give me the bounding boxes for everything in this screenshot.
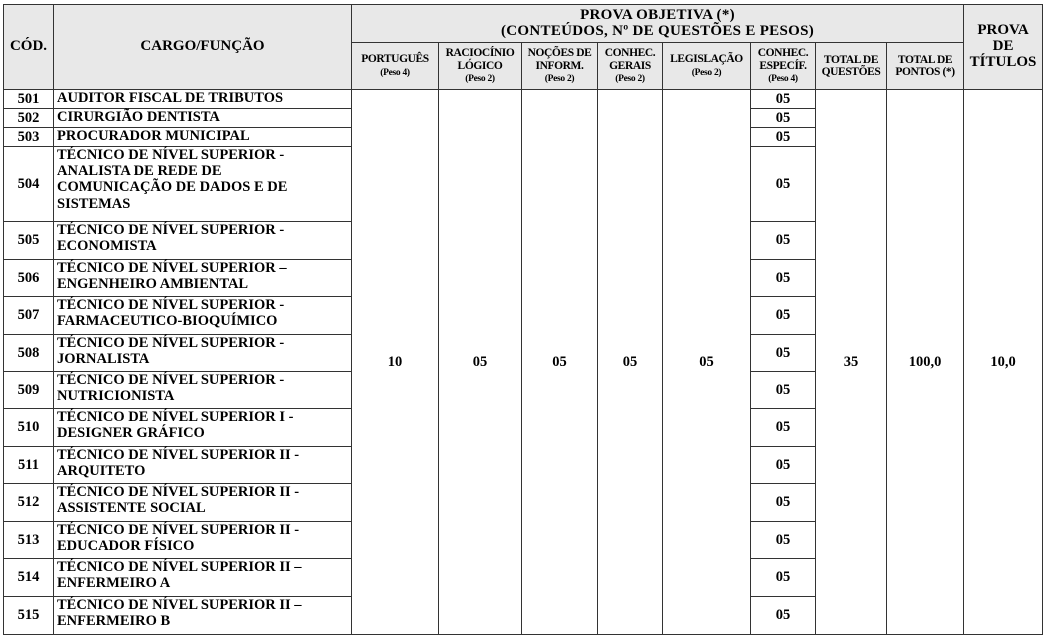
prova-titulos-value: 10,0 [964, 90, 1043, 635]
conhec-especificos-value: 05 [751, 335, 816, 372]
header-legislacao [663, 43, 751, 90]
header-conhec-gerais-peso: (Peso 2) [615, 73, 645, 84]
nocoes-informatica-value: 05 [522, 90, 598, 635]
header-nocoes-informatica-label: NOÇÕES DE INFORM. [527, 47, 592, 72]
conhec-especificos-value: 05 [751, 260, 816, 297]
header-conhec-especificos [751, 43, 816, 90]
header-conhec-especificos-label: CONHEC. ESPECÍF. [757, 47, 809, 72]
header-legislacao-label: LEGISLAÇÃO [670, 53, 743, 66]
header-prova-objetiva-line2: (CONTEÚDOS, Nº DE QUESTÕES E PESOS) [501, 22, 815, 39]
cargo-cell: TÉCNICO DE NÍVEL SUPERIOR II - ARQUITETO [54, 447, 352, 484]
conhec-especificos-value: 05 [751, 409, 816, 447]
cargo-cell: AUDITOR FISCAL DE TRIBUTOS [54, 90, 352, 109]
table-row [4, 90, 1043, 109]
table-body [4, 90, 1043, 635]
conhec-especificos-value: 05 [751, 147, 816, 222]
header-raciocinio-logico-label: RACIOCÍNIO LÓGICO [445, 47, 515, 72]
cargo-cell: TÉCNICO DE NÍVEL SUPERIOR II - EDUCADOR FÍSICO [54, 522, 352, 559]
cod-cell: 513 [4, 522, 54, 559]
header-prova-objetiva-line1: PROVA OBJETIVA (*) [580, 6, 735, 23]
conhec-especificos-value: 05 [751, 372, 816, 409]
cod-cell: 509 [4, 372, 54, 409]
header-total-questoes [816, 43, 887, 90]
cargo-cell: TÉCNICO DE NÍVEL SUPERIOR - JORNALISTA [54, 335, 352, 372]
conhec-especificos-value: 05 [751, 297, 816, 335]
header-prova-objetiva [352, 5, 964, 43]
cargo-cell: TÉCNICO DE NÍVEL SUPERIOR – ENGENHEIRO AMBIENTAL [54, 260, 352, 297]
cod-cell: 506 [4, 260, 54, 297]
total-questoes-value: 35 [816, 90, 887, 635]
header-legislacao-peso: (Peso 2) [691, 67, 722, 78]
cod-cell: 512 [4, 484, 54, 522]
header-raciocinio-logico [439, 43, 522, 90]
header-nocoes-informatica [522, 43, 598, 90]
header-portugues-peso: (Peso 4) [380, 67, 410, 78]
cod-cell: 502 [4, 109, 54, 128]
cod-cell: 501 [4, 90, 54, 109]
conhec-especificos-value: 05 [751, 128, 816, 147]
conhec-especificos-value: 05 [751, 559, 816, 597]
conhec-especificos-value: 05 [751, 90, 816, 109]
cod-cell: 511 [4, 447, 54, 484]
conhec-especificos-value: 05 [751, 484, 816, 522]
cod-cell: 504 [4, 147, 54, 222]
cargo-cell: CIRURGIÃO DENTISTA [54, 109, 352, 128]
conhec-especificos-value: 05 [751, 522, 816, 559]
header-nocoes-informatica-peso: (Peso 2) [544, 73, 575, 84]
conhec-especificos-value: 05 [751, 222, 816, 260]
cargo-cell: TÉCNICO DE NÍVEL SUPERIOR - FARMACEUTICO-BIOQUÍMICO [54, 297, 352, 335]
header-total-pontos [887, 43, 964, 90]
header-conhec-gerais-label: CONHEC. GERAIS [604, 47, 656, 72]
cargo-cell: TÉCNICO DE NÍVEL SUPERIOR - NUTRICIONISTA [54, 372, 352, 409]
conhec-especificos-value: 05 [751, 447, 816, 484]
cargo-cell: TÉCNICO DE NÍVEL SUPERIOR II - ASSISTENTE SOCIAL [54, 484, 352, 522]
cargo-cell: TÉCNICO DE NÍVEL SUPERIOR - ECONOMISTA [54, 222, 352, 260]
cargo-cell: TÉCNICO DE NÍVEL SUPERIOR II – ENFERMEIRO B [54, 597, 352, 635]
cod-cell: 510 [4, 409, 54, 447]
total-pontos-value: 100,0 [887, 90, 964, 635]
cargo-cell: TÉCNICO DE NÍVEL SUPERIOR - ANALISTA DE REDE DE COMUNICAÇÃO DE DADOS E DE SISTEMAS [54, 147, 352, 222]
cargo-cell: TÉCNICO DE NÍVEL SUPERIOR I - DESIGNER GRÁFICO [54, 409, 352, 447]
portugues-value: 10 [352, 90, 439, 635]
header-total-pontos-label: TOTAL DE PONTOS (*) [895, 53, 955, 78]
exam-table [3, 4, 1043, 635]
header-conhec-especificos-peso: (Peso 4) [768, 73, 798, 84]
header-cod: CÓD. [4, 5, 54, 90]
header-total-questoes-label: TOTAL DE QUESTÕES [821, 53, 881, 78]
header-portugues [352, 43, 439, 90]
conhec-especificos-value: 05 [751, 109, 816, 128]
header-portugues-label: PORTUGUÊS [361, 53, 429, 66]
conhec-especificos-value: 05 [751, 597, 816, 635]
cod-cell: 503 [4, 128, 54, 147]
cod-cell: 508 [4, 335, 54, 372]
cod-cell: 514 [4, 559, 54, 597]
cargo-cell: PROCURADOR MUNICIPAL [54, 128, 352, 147]
header-conhec-gerais [598, 43, 663, 90]
header-prova-titulos: PROVA DE TÍTULOS [964, 5, 1043, 90]
raciocinio-logico-value: 05 [439, 90, 522, 635]
header-cargo: CARGO/FUNÇÃO [54, 5, 352, 90]
legislacao-value: 05 [663, 90, 751, 635]
conhec-gerais-value: 05 [598, 90, 663, 635]
cod-cell: 507 [4, 297, 54, 335]
cod-cell: 515 [4, 597, 54, 635]
header-raciocinio-logico-peso: (Peso 2) [465, 73, 495, 84]
cargo-cell: TÉCNICO DE NÍVEL SUPERIOR II – ENFERMEIRO A [54, 559, 352, 597]
cod-cell: 505 [4, 222, 54, 260]
